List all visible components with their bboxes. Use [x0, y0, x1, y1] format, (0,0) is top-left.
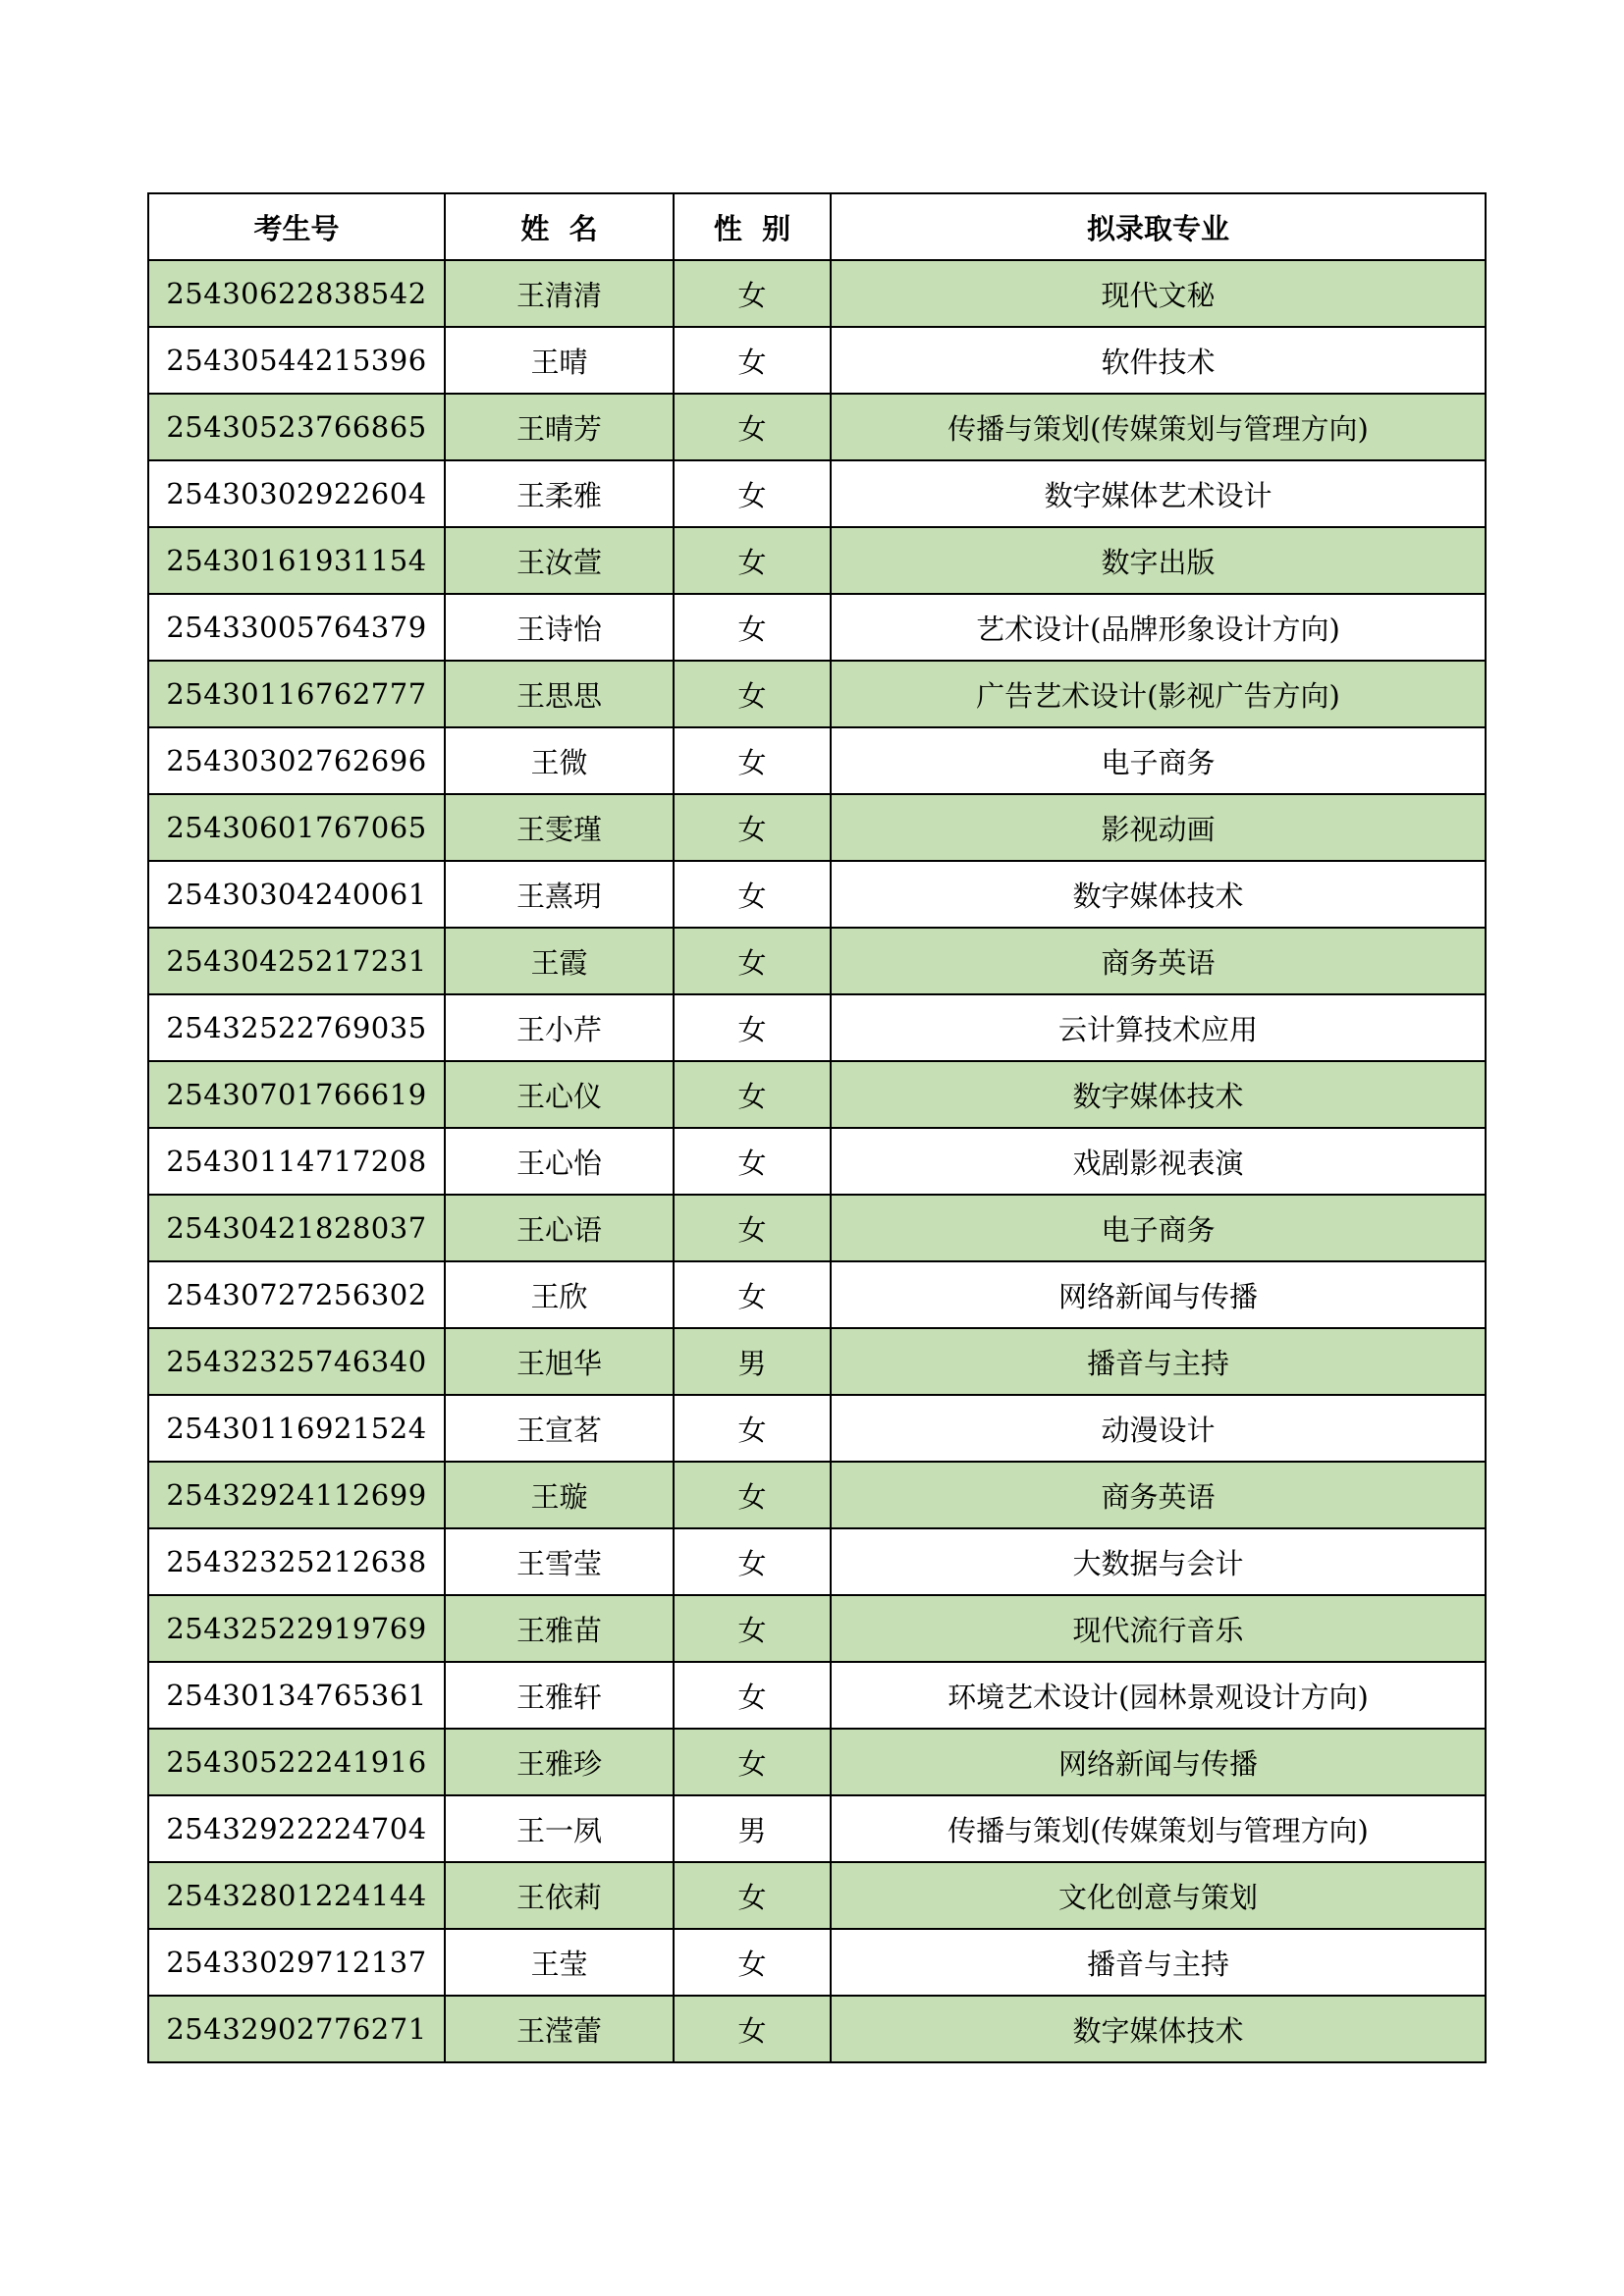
major-cell: 戏剧影视表演 — [831, 1128, 1486, 1195]
candidate-id-cell: 25432801224144 — [148, 1862, 445, 1929]
gender-cell: 女 — [674, 1528, 831, 1595]
major-cell: 数字媒体技术 — [831, 1996, 1486, 2062]
table-row — [148, 661, 1486, 727]
name-cell: 王小芹 — [445, 994, 674, 1061]
header-major: 拟录取专业 — [831, 193, 1486, 260]
name-cell: 王依莉 — [445, 1862, 674, 1929]
table-row — [148, 794, 1486, 861]
gender-cell: 女 — [674, 861, 831, 928]
candidate-id-cell: 25430425217231 — [148, 928, 445, 994]
gender-cell: 女 — [674, 727, 831, 794]
candidate-id-cell: 25430116921524 — [148, 1395, 445, 1462]
name-cell: 王柔雅 — [445, 460, 674, 527]
major-cell: 文化创意与策划 — [831, 1862, 1486, 1929]
table-row — [148, 1729, 1486, 1795]
major-cell: 播音与主持 — [831, 1929, 1486, 1996]
name-cell: 王璇 — [445, 1462, 674, 1528]
header-name: 姓 名 — [445, 193, 674, 260]
gender-cell: 女 — [674, 994, 831, 1061]
candidate-id-cell: 25430302762696 — [148, 727, 445, 794]
candidate-id-cell: 25430701766619 — [148, 1061, 445, 1128]
gender-cell: 女 — [674, 460, 831, 527]
name-cell: 王雅轩 — [445, 1662, 674, 1729]
gender-cell: 女 — [674, 394, 831, 460]
candidate-id-cell: 25430601767065 — [148, 794, 445, 861]
table-body — [148, 260, 1486, 2062]
candidate-id-cell: 25430114717208 — [148, 1128, 445, 1195]
gender-cell: 女 — [674, 527, 831, 594]
table-row — [148, 1328, 1486, 1395]
name-cell: 王汝萱 — [445, 527, 674, 594]
candidate-id-cell: 25432924112699 — [148, 1462, 445, 1528]
gender-cell: 女 — [674, 794, 831, 861]
name-cell: 王清清 — [445, 260, 674, 327]
name-cell: 王心怡 — [445, 1128, 674, 1195]
table-row — [148, 1862, 1486, 1929]
gender-cell: 女 — [674, 1996, 831, 2062]
name-cell: 王心仪 — [445, 1061, 674, 1128]
candidate-id-cell: 25430727256302 — [148, 1261, 445, 1328]
name-cell: 王欣 — [445, 1261, 674, 1328]
name-cell: 王微 — [445, 727, 674, 794]
name-cell: 王晴 — [445, 327, 674, 394]
candidate-id-cell: 25430134765361 — [148, 1662, 445, 1729]
gender-cell: 女 — [674, 327, 831, 394]
major-cell: 网络新闻与传播 — [831, 1261, 1486, 1328]
header-candidate-id: 考生号 — [148, 193, 445, 260]
table-row — [148, 1996, 1486, 2062]
gender-cell: 女 — [674, 1929, 831, 1996]
candidate-id-cell: 25430116762777 — [148, 661, 445, 727]
gender-cell: 女 — [674, 1862, 831, 1929]
table-row — [148, 1662, 1486, 1729]
candidate-id-cell: 25432522769035 — [148, 994, 445, 1061]
major-cell: 播音与主持 — [831, 1328, 1486, 1395]
table-row — [148, 594, 1486, 661]
gender-cell: 女 — [674, 260, 831, 327]
major-cell: 现代流行音乐 — [831, 1595, 1486, 1662]
gender-cell: 女 — [674, 1128, 831, 1195]
name-cell: 王心语 — [445, 1195, 674, 1261]
table-row — [148, 1795, 1486, 1862]
admission-list-table — [147, 192, 1487, 2063]
gender-cell: 女 — [674, 661, 831, 727]
name-cell: 王莹 — [445, 1929, 674, 1996]
major-cell: 商务英语 — [831, 1462, 1486, 1528]
candidate-id-cell: 25430522241916 — [148, 1729, 445, 1795]
table-row — [148, 1395, 1486, 1462]
table-row — [148, 727, 1486, 794]
gender-cell: 女 — [674, 1195, 831, 1261]
name-cell: 王雪莹 — [445, 1528, 674, 1595]
table-row — [148, 1462, 1486, 1528]
table-row — [148, 1128, 1486, 1195]
candidate-id-cell: 25433029712137 — [148, 1929, 445, 1996]
table-row — [148, 394, 1486, 460]
candidate-id-cell: 25430523766865 — [148, 394, 445, 460]
name-cell: 王熹玥 — [445, 861, 674, 928]
major-cell: 艺术设计(品牌形象设计方向) — [831, 594, 1486, 661]
name-cell: 王诗怡 — [445, 594, 674, 661]
major-cell: 大数据与会计 — [831, 1528, 1486, 1595]
major-cell: 数字出版 — [831, 527, 1486, 594]
table-row — [148, 1929, 1486, 1996]
table-row — [148, 527, 1486, 594]
candidate-id-cell: 25430622838542 — [148, 260, 445, 327]
major-cell: 环境艺术设计(园林景观设计方向) — [831, 1662, 1486, 1729]
gender-cell: 女 — [674, 1061, 831, 1128]
gender-cell: 女 — [674, 1729, 831, 1795]
table-row — [148, 928, 1486, 994]
major-cell: 数字媒体技术 — [831, 1061, 1486, 1128]
candidate-id-cell: 25432325212638 — [148, 1528, 445, 1595]
gender-cell: 女 — [674, 1595, 831, 1662]
table-row — [148, 861, 1486, 928]
major-cell: 动漫设计 — [831, 1395, 1486, 1462]
name-cell: 王霞 — [445, 928, 674, 994]
candidate-id-cell: 25430304240061 — [148, 861, 445, 928]
gender-cell: 男 — [674, 1328, 831, 1395]
major-cell: 现代文秘 — [831, 260, 1486, 327]
major-cell: 软件技术 — [831, 327, 1486, 394]
candidate-id-cell: 25432902776271 — [148, 1996, 445, 2062]
major-cell: 电子商务 — [831, 1195, 1486, 1261]
major-cell: 影视动画 — [831, 794, 1486, 861]
major-cell: 网络新闻与传播 — [831, 1729, 1486, 1795]
major-cell: 云计算技术应用 — [831, 994, 1486, 1061]
major-cell: 广告艺术设计(影视广告方向) — [831, 661, 1486, 727]
major-cell: 电子商务 — [831, 727, 1486, 794]
table-header-row — [148, 193, 1486, 260]
name-cell: 王雯瑾 — [445, 794, 674, 861]
table-row — [148, 1595, 1486, 1662]
name-cell: 王旭华 — [445, 1328, 674, 1395]
major-cell: 数字媒体艺术设计 — [831, 460, 1486, 527]
table-row — [148, 327, 1486, 394]
name-cell: 王晴芳 — [445, 394, 674, 460]
major-cell: 数字媒体技术 — [831, 861, 1486, 928]
major-cell: 传播与策划(传媒策划与管理方向) — [831, 394, 1486, 460]
candidate-id-cell: 25432325746340 — [148, 1328, 445, 1395]
candidate-id-cell: 25430302922604 — [148, 460, 445, 527]
gender-cell: 女 — [674, 594, 831, 661]
gender-cell: 女 — [674, 1395, 831, 1462]
table-row — [148, 260, 1486, 327]
gender-cell: 女 — [674, 928, 831, 994]
major-cell: 商务英语 — [831, 928, 1486, 994]
table-row — [148, 994, 1486, 1061]
name-cell: 王滢蕾 — [445, 1996, 674, 2062]
gender-cell: 女 — [674, 1261, 831, 1328]
candidate-id-cell: 25432522919769 — [148, 1595, 445, 1662]
name-cell: 王宣茗 — [445, 1395, 674, 1462]
gender-cell: 男 — [674, 1795, 831, 1862]
table-row — [148, 1195, 1486, 1261]
candidate-id-cell: 25432922224704 — [148, 1795, 445, 1862]
candidate-id-cell: 25430544215396 — [148, 327, 445, 394]
gender-cell: 女 — [674, 1462, 831, 1528]
gender-cell: 女 — [674, 1662, 831, 1729]
candidate-id-cell: 25430161931154 — [148, 527, 445, 594]
table-row — [148, 1061, 1486, 1128]
table-row — [148, 1261, 1486, 1328]
major-cell: 传播与策划(传媒策划与管理方向) — [831, 1795, 1486, 1862]
name-cell: 王思思 — [445, 661, 674, 727]
name-cell: 王雅苗 — [445, 1595, 674, 1662]
candidate-id-cell: 25433005764379 — [148, 594, 445, 661]
table-row — [148, 460, 1486, 527]
name-cell: 王一夙 — [445, 1795, 674, 1862]
candidate-id-cell: 25430421828037 — [148, 1195, 445, 1261]
name-cell: 王雅珍 — [445, 1729, 674, 1795]
header-gender: 性 别 — [674, 193, 831, 260]
table-row — [148, 1528, 1486, 1595]
